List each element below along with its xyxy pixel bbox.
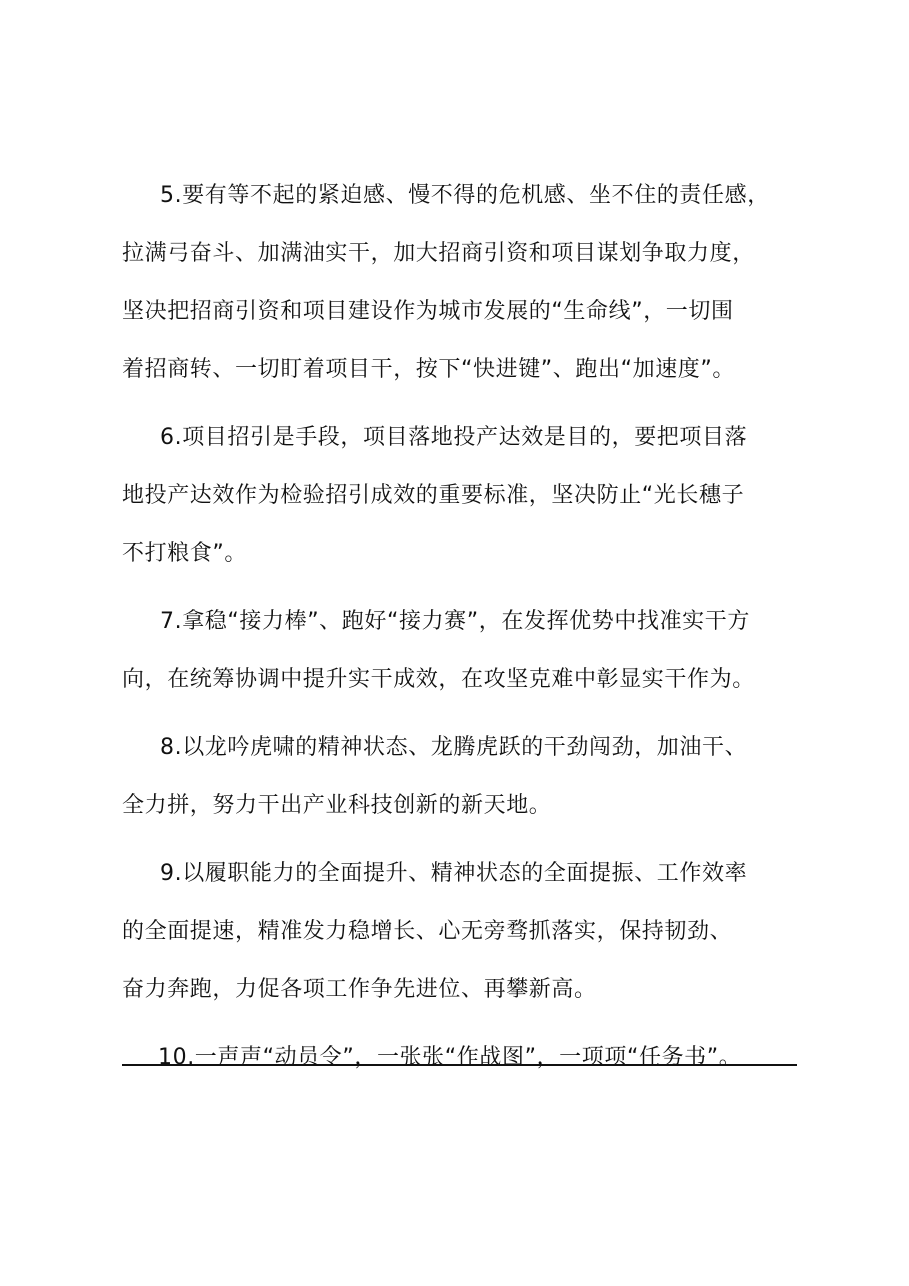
paragraph-9 [122, 845, 797, 1019]
paragraph-line: 地投产达效作为检验招引成效的重要标准，坚决防止“光长穗子 [122, 483, 745, 508]
paragraph-line: 7.拿稳“接力棒”、跑好“接力赛”，在发挥优势中找准实干方 [160, 609, 750, 634]
paragraph-5 [122, 167, 797, 399]
paragraph-line: 6.项目招引是手段，项目落地投产达效是目的，要把项目落 [160, 425, 748, 450]
paragraph-line: 5.要有等不起的紧迫感、慢不得的危机感、坐不住的责任感， [160, 183, 770, 208]
paragraph-line: 不打粮食”。 [122, 541, 247, 566]
paragraph-10: 10.一声声“动员令”，一张张“作战图”，一项项“任务书”。 [158, 1045, 742, 1070]
document-body [122, 167, 797, 1087]
paragraph-line: 拉满弓奋斗、加满油实干，加大招商引资和项目谋划争取力度， [122, 241, 755, 266]
paragraph-line: 着招商转、一切盯着项目干，按下“快进键”、跑出“加速度”。 [122, 357, 735, 382]
paragraph-line: 的全面提速，精准发力稳增长、心无旁骛抓落实，保持韧劲、 [122, 919, 733, 944]
paragraph-line: 奋力奔跑，力促各项工作争先进位、再攀新高。 [122, 977, 597, 1002]
paragraph-6 [122, 409, 797, 583]
paragraph-7 [122, 593, 797, 709]
paragraph-8 [122, 719, 797, 835]
paragraph-line: 向，在统筹协调中提升实干成效，在攻坚克难中彰显实干作为。 [122, 667, 755, 692]
paragraph-line: 全力拼，努力干出产业科技创新的新天地。 [122, 793, 552, 818]
paragraph-line: 坚决把招商引资和项目建设作为城市发展的“生命线”，一切围 [122, 299, 734, 324]
bottom-rule [122, 1064, 797, 1066]
paragraph-line: 9.以履职能力的全面提升、精神状态的全面提振、工作效率 [160, 861, 748, 886]
paragraph-line: 8.以龙吟虎啸的精神状态、龙腾虎跃的干劲闯劲，加油干、 [160, 735, 748, 760]
